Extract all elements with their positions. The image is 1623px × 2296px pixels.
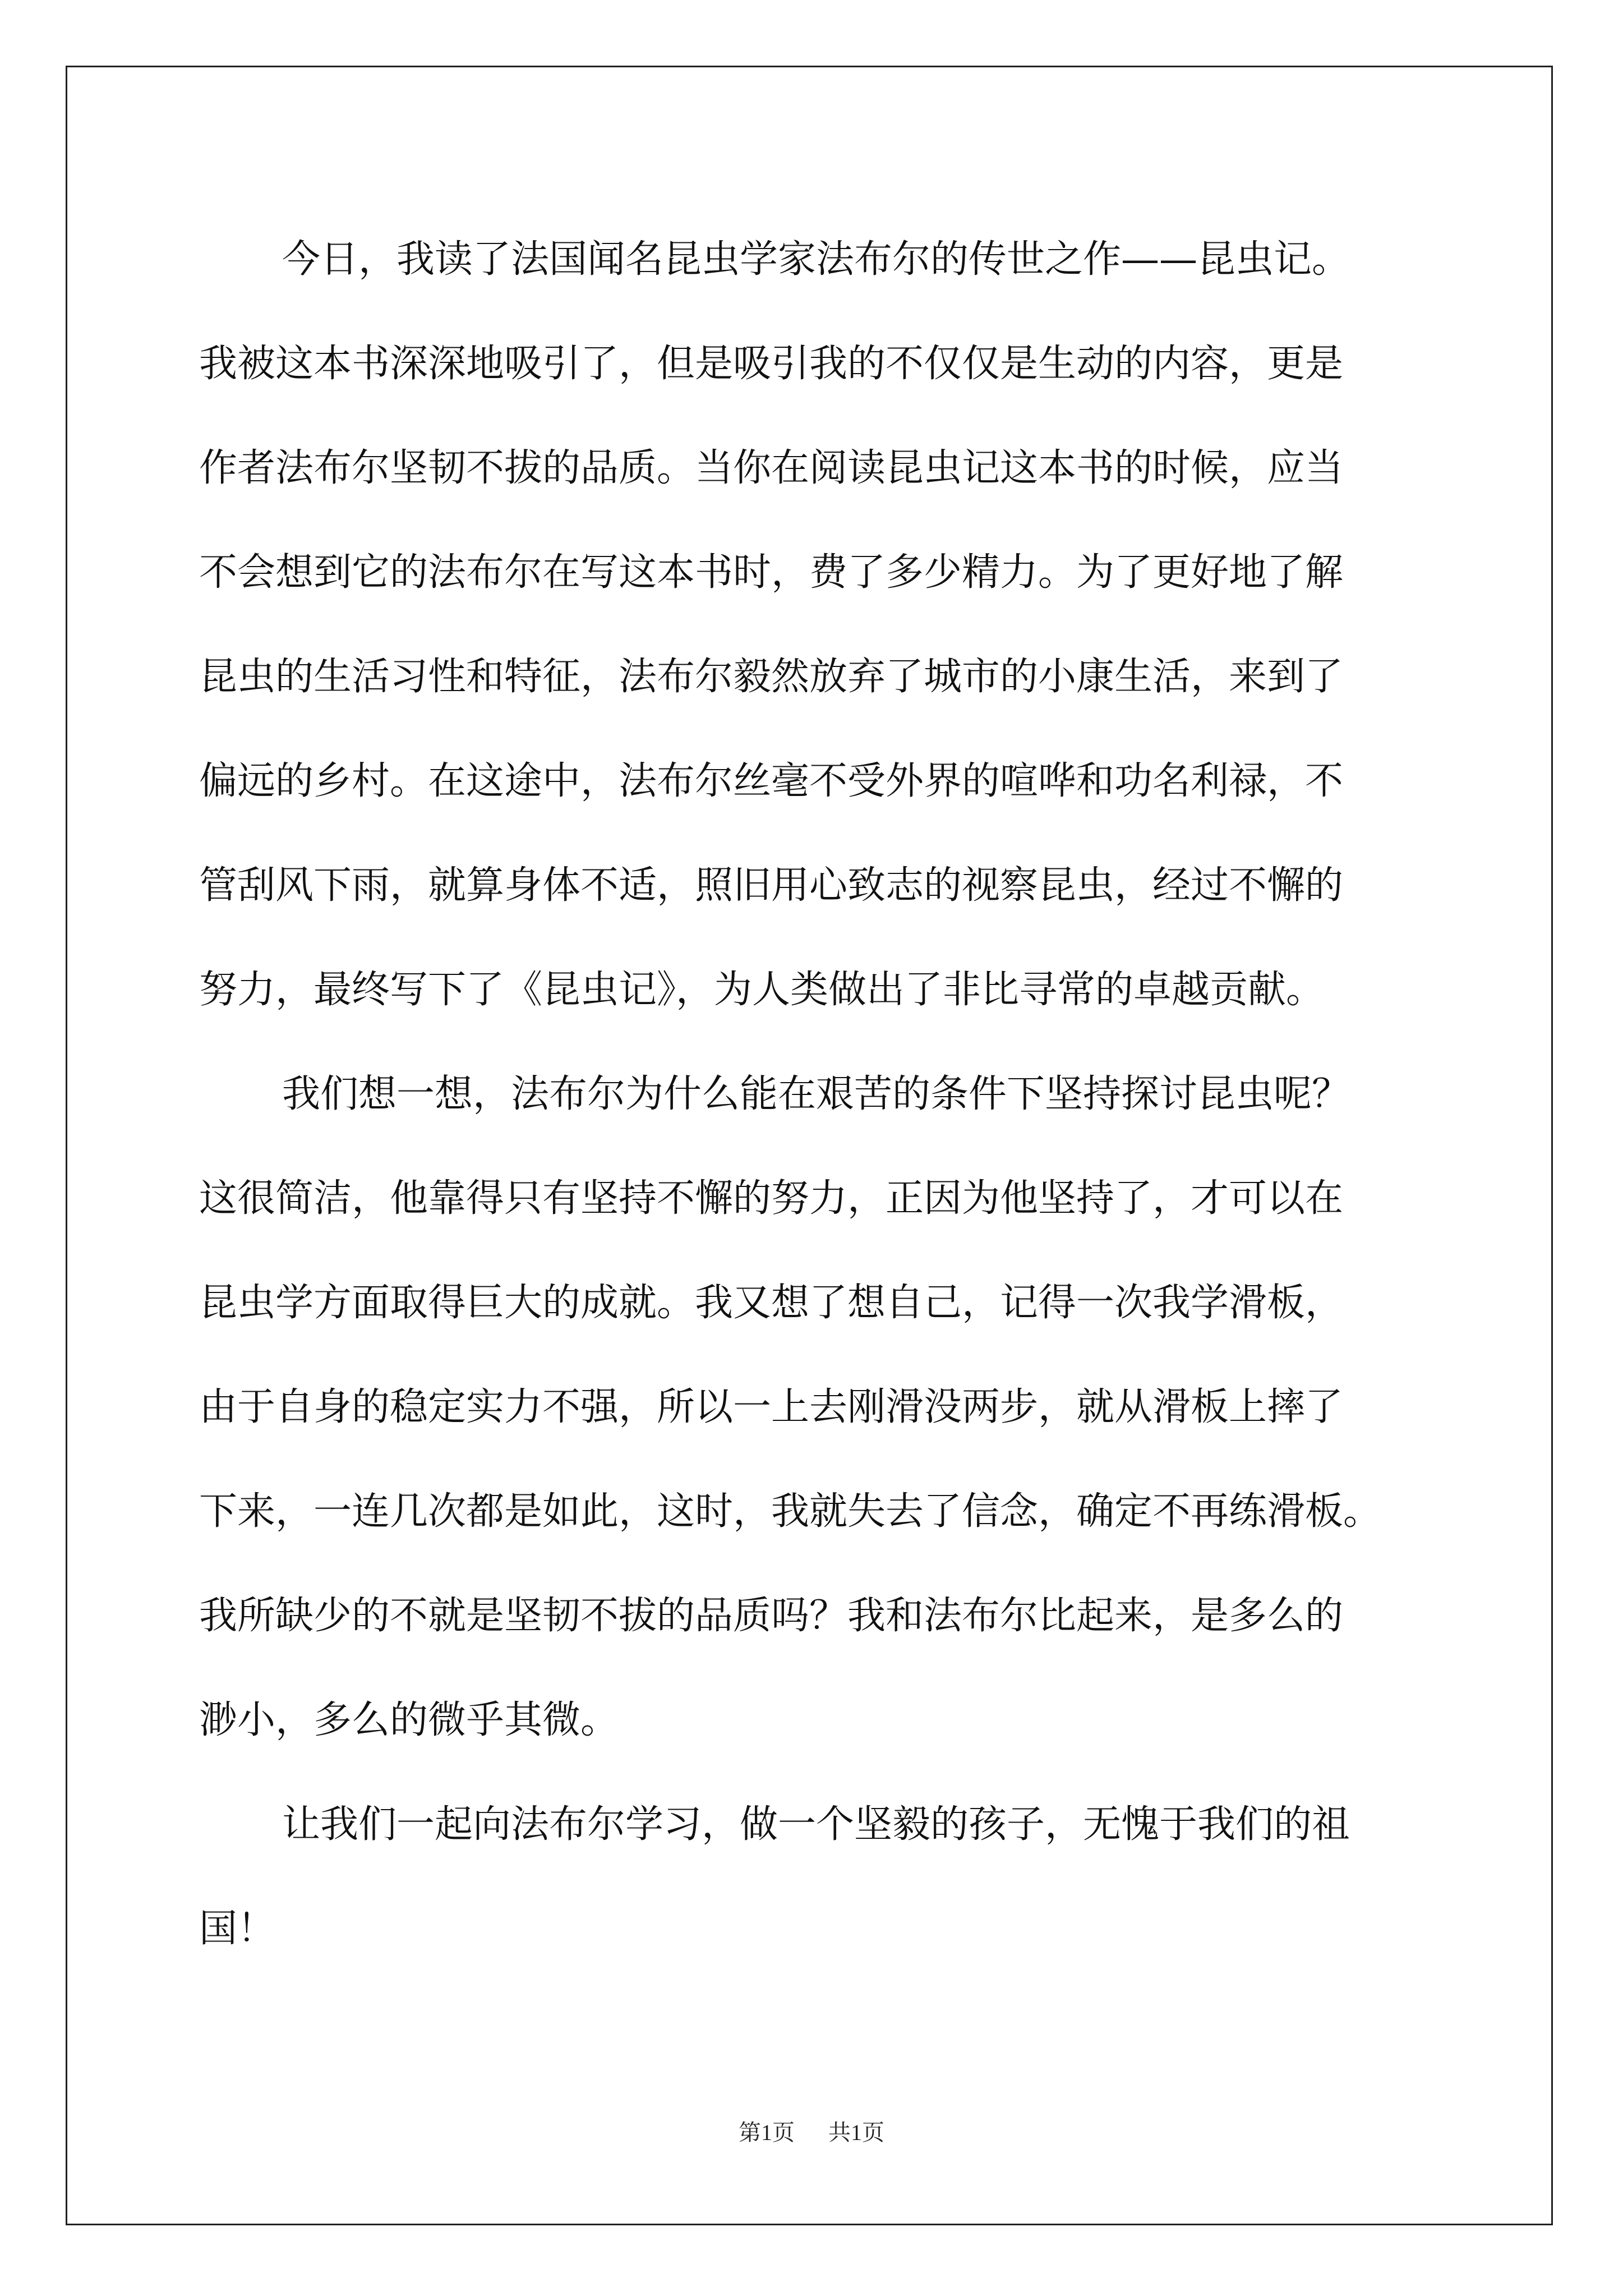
- page-count: 共1页: [828, 2120, 884, 2145]
- paragraph-2-line-3: 昆虫学方面取得巨大的成就。我又想了想自己，记得一次我学滑板，: [199, 1281, 1344, 1325]
- paragraph-1-line-1: 今日，我读了法国闻名昆虫学家法布尔的传世之作——昆虫记。: [282, 237, 1350, 282]
- paragraph-1-line-2: 我被这本书深深地吸引了，但是吸引我的不仅仅是生动的内容，更是: [199, 342, 1344, 386]
- paragraph-3-line-2: 国！: [199, 1907, 276, 1951]
- paragraph-1-line-3: 作者法布尔坚韧不拔的品质。当你在阅读昆虫记这本书的时候，应当: [199, 446, 1344, 490]
- paragraph-1-line-7: 管刮风下雨，就算身体不适，照旧用心致志的视察昆虫，经过不懈的: [199, 863, 1344, 908]
- paragraph-2-line-7: 渺小，多么的微乎其微。: [199, 1698, 619, 1742]
- page-footer: [0, 2115, 1623, 2147]
- paragraph-1-line-6: 偏远的乡村。在这途中，法布尔丝毫不受外界的喧哗和功名利禄，不: [199, 759, 1344, 803]
- paragraph-1-line-5: 昆虫的生活习性和特征，法布尔毅然放弃了城市的小康生活，来到了: [199, 655, 1344, 699]
- page-number: 第1页: [739, 2120, 795, 2145]
- paragraph-1-line-8: 努力，最终写下了《昆虫记》，为人类做出了非比寻常的卓越贡献。: [199, 968, 1325, 1012]
- paragraph-2-line-2: 这很简洁，他靠得只有坚持不懈的努力，正因为他坚持了，才可以在: [199, 1176, 1344, 1221]
- paragraph-1-line-4: 不会想到它的法布尔在写这本书时，费了多少精力。为了更好地了解: [199, 550, 1344, 595]
- paragraph-2-line-6: 我所缺少的不就是坚韧不拔的品质吗？我和法布尔比起来，是多么的: [199, 1594, 1344, 1638]
- paragraph-2-line-1: 我们想一想，法布尔为什么能在艰苦的条件下坚持探讨昆虫呢？: [282, 1072, 1350, 1116]
- document-body: [199, 208, 1450, 1981]
- paragraph-2-line-5: 下来，一连几次都是如此，这时，我就失去了信念，确定不再练滑板。: [199, 1489, 1382, 1534]
- paragraph-2-line-4: 由于自身的稳定实力不强，所以一上去刚滑没两步，就从滑板上摔了: [199, 1385, 1344, 1429]
- paragraph-3-line-1: 让我们一起向法布尔学习，做一个坚毅的孩子，无愧于我们的祖: [282, 1802, 1350, 1847]
